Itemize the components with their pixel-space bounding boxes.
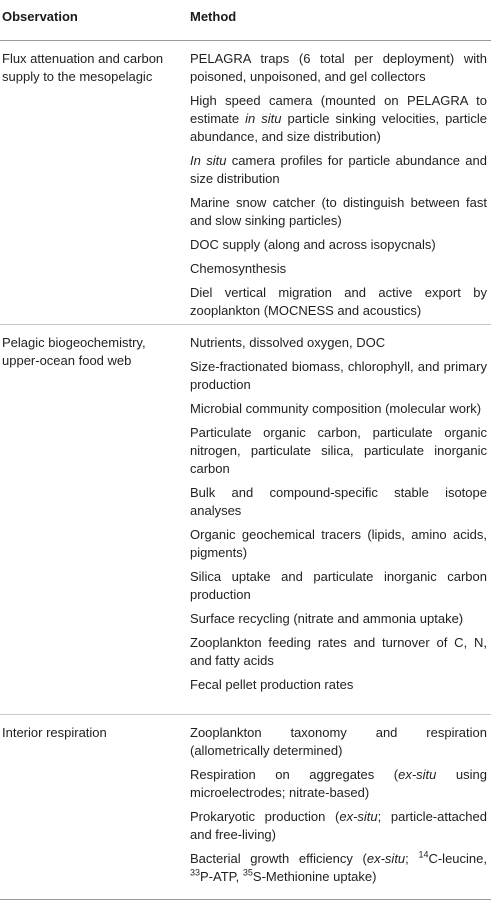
method-item: Organic geochemical tracers (lipids, amino acids, pigments) — [190, 527, 487, 560]
method-list — [190, 325, 487, 702]
method-item: Fecal pellet production rates — [190, 677, 354, 692]
method-item: Zooplankton taxonomy and respiration (allometrically determined) — [190, 725, 487, 758]
method-item-italic: Respiration on aggregates (ex-situ using microelectrodes; nitrate-based) — [190, 767, 487, 800]
method-item: Microbial community composition (molecular work) — [190, 401, 482, 416]
method-list — [190, 41, 487, 328]
observation-cell: Flux attenuation and carbon supply to the mesopelagic — [2, 51, 164, 84]
method-item-sup: Bacterial growth efficiency (ex-situ; $^{14}$C-leucine, $^{33}$P-ATP, $^{35}$S-Methionine uptake) — [190, 849, 487, 884]
method-item: Chemosynthesis — [190, 261, 287, 276]
observation-cell: Interior respiration — [2, 725, 107, 740]
method-item: Nutrients, dissolved oxygen, DOC — [190, 335, 386, 350]
method-item: Size-fractionated biomass, chlorophyll, and primary production — [190, 359, 487, 392]
method-item: Silica uptake and particulate inorganic carbon production — [190, 569, 487, 602]
method-item: Particulate organic carbon, particulate organic nitrogen, particulate silica, particulate inorganic carbon — [190, 425, 487, 476]
method-item-italic: High speed camera (mounted on PELAGRA to estimate in situ particle sinking velocities, particle abundance, and size distribution) — [190, 93, 487, 144]
method-item: Marine snow catcher (to distinguish between fast and slow sinking particles) — [190, 195, 487, 228]
table-row-flux — [0, 41, 491, 325]
method-item-italic: In situ camera profiles for particle abundance and size distribution — [190, 153, 487, 186]
header-observation: Observation — [2, 9, 78, 24]
table-header — [0, 0, 491, 41]
method-item: Bulk and compound-specific stable isotope analyses — [190, 485, 487, 518]
method-item-italic: Prokaryotic production (ex-situ; particle-attached and free-living) — [190, 809, 488, 842]
table-row-biogeochemistry — [0, 325, 491, 715]
method-item: PELAGRA traps (6 total per deployment) with poisoned, unpoisoned, and gel collectors — [190, 51, 487, 84]
method-item: Zooplankton feeding rates and turnover of C, N, and fatty acids — [190, 635, 487, 668]
method-item: Diel vertical migration and active export by zooplankton (MOCNESS and acoustics) — [190, 285, 487, 318]
method-list — [190, 715, 487, 894]
method-item: DOC supply (along and across isopycnals) — [190, 237, 436, 252]
header-method: Method — [190, 9, 237, 24]
method-item: Surface recycling (nitrate and ammonia uptake) — [190, 611, 464, 626]
table-row-respiration — [0, 715, 491, 900]
observation-cell: Pelagic biogeochemistry, upper-ocean food web — [2, 335, 146, 368]
